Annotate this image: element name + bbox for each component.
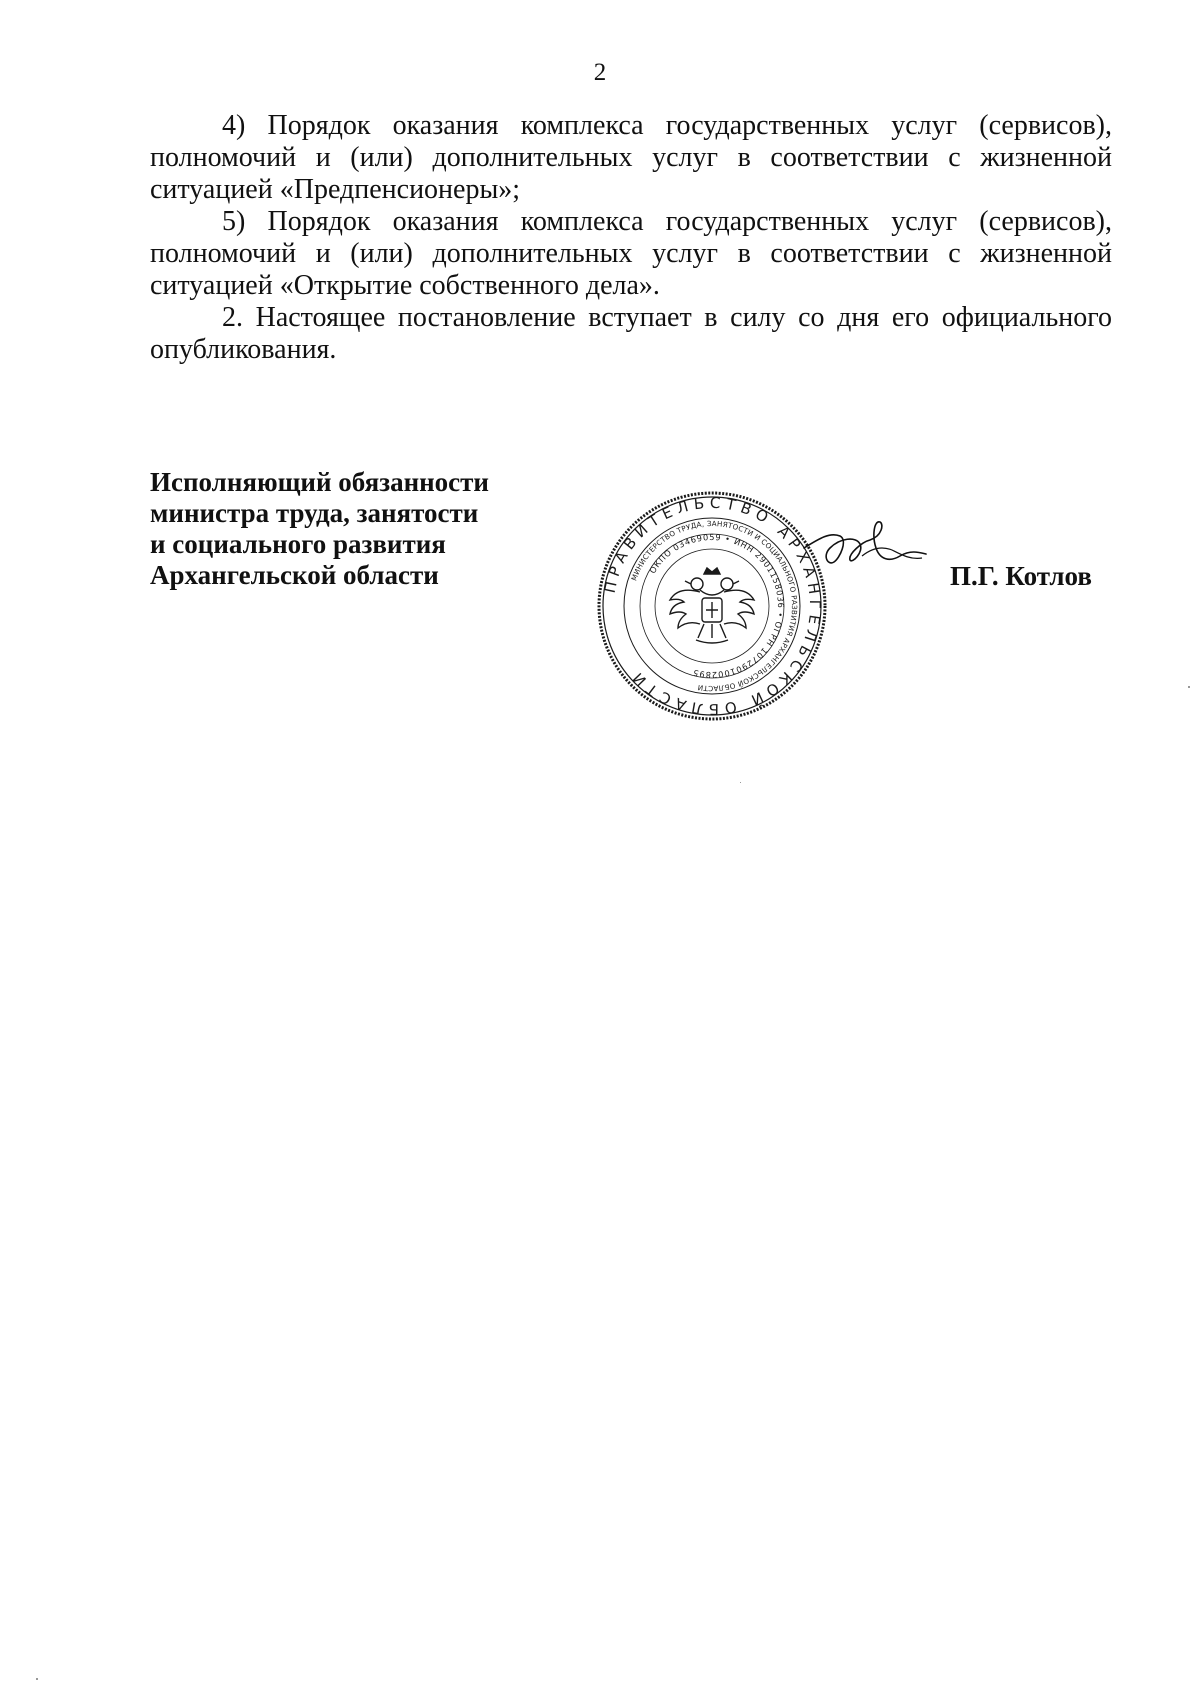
scan-speck <box>1188 686 1190 688</box>
page-number: 2 <box>593 59 607 86</box>
signatory-title-line: министра труда, занятости <box>150 498 479 528</box>
official-seal <box>596 490 828 722</box>
clause-2: 2. Настоящее постановление вступает в силу со дня его официального опубликования. <box>150 302 1112 365</box>
seal-middle-text: МИНИСТЕРСТВО ТРУДА, ЗАНЯТОСТИ И СОЦИАЛЬНОГО РАЗВИТИЯ АРХАНГЕЛЬСКОЙ ОБЛАСТИ <box>629 518 800 694</box>
signatory-title <box>150 467 530 591</box>
scan-speck <box>740 782 741 783</box>
seal-inner-text: ОКПО 03469059 • ИНН 2901158036 • ОГРН 1072901002895 <box>647 531 787 681</box>
signatory-title-line: Архангельской области <box>150 560 439 590</box>
scan-speck <box>36 1678 38 1680</box>
handwritten-signature <box>800 518 930 598</box>
list-item-4: 4) Порядок оказания комплекса государственных услуг (сервисов), полномочий и (или) дополнительных услуг в соответствии с жизненной ситуацией «Предпенсионеры»; <box>150 110 1112 205</box>
seal-outer-text: ПРАВИТЕЛЬСТВО АРХАНГЕЛЬСКОЙ ОБЛАСТИ <box>600 493 825 719</box>
document-body <box>150 110 1112 366</box>
double-headed-eagle-icon <box>670 568 754 643</box>
signatory-title-line: и социального развития <box>150 529 446 559</box>
signatory-title-line: Исполняющий обязанности <box>150 467 489 497</box>
list-item-5: 5) Порядок оказания комплекса государственных услуг (сервисов), полномочий и (или) дополнительных услуг в соответствии с жизненной ситуацией «Открытие собственного дела». <box>150 206 1112 301</box>
signatory-name: П.Г. Котлов <box>950 561 1092 591</box>
